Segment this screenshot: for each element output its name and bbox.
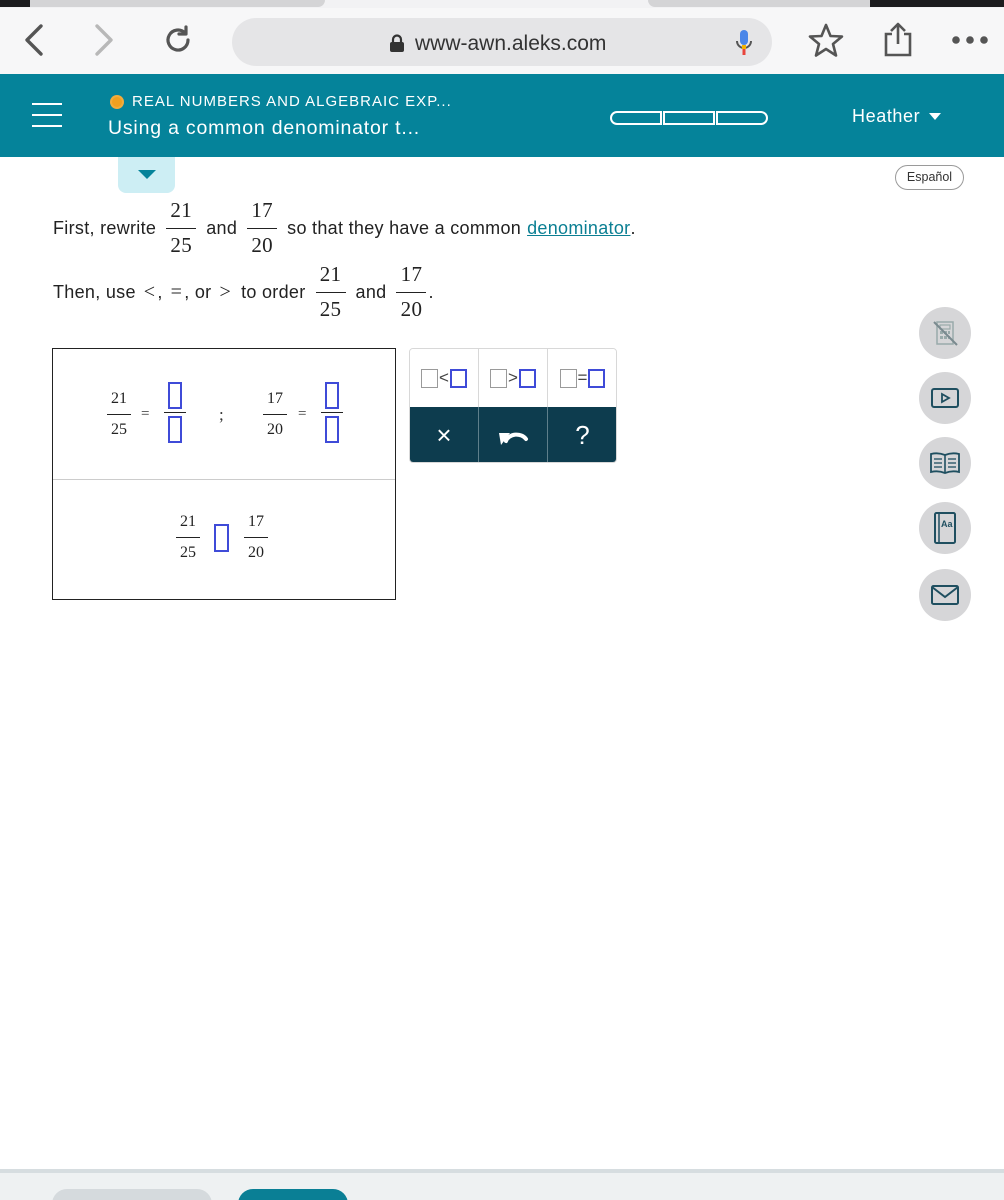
denominator-link[interactable]: denominator (527, 217, 631, 238)
browser-tab-edge (0, 0, 30, 7)
fraction-21-25 (316, 264, 346, 320)
topic-title: Using a common denominator t... (108, 117, 421, 139)
undo-button[interactable] (479, 407, 548, 463)
question-text: , (157, 281, 163, 302)
address-bar[interactable] (232, 18, 772, 66)
fraction-17-20 (396, 264, 426, 320)
greater-than-symbol: > (219, 280, 232, 303)
fraction-bar (107, 414, 131, 415)
denominator: 20 (400, 297, 423, 321)
fraction-bar (263, 414, 287, 415)
question-text: to order (241, 281, 306, 302)
dictionary-button[interactable] (919, 502, 971, 554)
fraction-21-25 (166, 200, 196, 256)
undo-icon (497, 425, 529, 447)
lock-icon (389, 34, 405, 53)
topic-progress-bar (610, 111, 769, 125)
separator: ; (219, 405, 224, 424)
question-text: . (630, 217, 636, 238)
numerator: 21 (319, 262, 342, 286)
caret-down-icon (138, 170, 156, 179)
ebook-button[interactable] (919, 437, 971, 489)
video-button[interactable] (919, 372, 971, 424)
denominator: 25 (319, 297, 342, 321)
math-keypad (409, 348, 617, 463)
check-button[interactable] (238, 1189, 348, 1200)
message-button[interactable] (919, 569, 971, 621)
progress-segment (663, 111, 715, 125)
topic-category: REAL NUMBERS AND ALGEBRAIC EXP... (132, 93, 452, 110)
equals-symbol: = (170, 280, 183, 303)
help-button[interactable] (548, 407, 617, 463)
aleks-header (0, 74, 1004, 157)
comparison-input[interactable] (214, 524, 229, 552)
question-text: and (206, 217, 238, 238)
back-button[interactable] (14, 20, 54, 60)
fraction-17-20 (247, 200, 277, 256)
denominator-input-a[interactable] (168, 416, 182, 443)
numerator-input-b[interactable] (325, 382, 339, 409)
fraction-bar (247, 228, 277, 229)
share-icon (882, 22, 914, 58)
more-button[interactable] (950, 20, 990, 60)
chevron-left-icon (23, 23, 45, 57)
fraction-bar (396, 292, 426, 293)
bookmark-button[interactable] (806, 20, 846, 60)
box-placeholder-icon (450, 369, 467, 388)
question-text: and (355, 281, 387, 302)
key-symbol: = (577, 368, 588, 387)
browser-tab-strip (0, 0, 1004, 8)
equal-key[interactable] (548, 349, 617, 407)
question-text: so that they have a common (287, 217, 522, 238)
fraction-bar (244, 537, 268, 538)
less-than-key[interactable] (410, 349, 479, 407)
progress-segment (610, 111, 662, 125)
numerator: 21 (180, 513, 196, 530)
key-symbol: < (439, 368, 449, 387)
numerator: 17 (248, 513, 264, 530)
equals-sign: = (298, 406, 307, 422)
calculator-icon (930, 318, 960, 348)
browser-tab[interactable] (0, 0, 325, 7)
microphone-icon[interactable] (734, 28, 754, 58)
reload-button[interactable] (158, 20, 198, 60)
mail-icon (930, 584, 960, 606)
box-placeholder-icon (421, 369, 438, 388)
denominator: 25 (170, 233, 192, 257)
svg-text:Aa: Aa (941, 519, 953, 529)
numerator: 21 (170, 198, 192, 222)
denominator: 20 (251, 233, 273, 257)
numerator: 21 (111, 390, 127, 407)
denominator: 20 (248, 544, 264, 561)
fraction-bar (176, 537, 200, 538)
user-menu[interactable] (852, 106, 941, 127)
box-placeholder-icon (490, 369, 507, 388)
reload-icon (161, 23, 195, 57)
question-text: . (428, 281, 434, 302)
denominator: 20 (267, 421, 283, 438)
close-icon: × (436, 420, 452, 450)
more-dots-icon (951, 35, 989, 45)
numerator: 17 (400, 262, 423, 286)
question-text: Then, use (53, 281, 136, 302)
chevron-right-icon (93, 23, 115, 57)
progress-segment (716, 111, 768, 125)
bottom-action-bar (0, 1169, 1004, 1200)
video-icon (930, 386, 960, 410)
calculator-button[interactable] (919, 307, 971, 359)
rewritten-fraction-a (164, 382, 186, 443)
menu-hamburger-icon[interactable] (32, 103, 62, 127)
question-text: , or (184, 281, 212, 302)
denominator-input-b[interactable] (325, 416, 339, 443)
rewritten-fraction-b (321, 382, 343, 443)
user-name: Heather (852, 106, 921, 126)
compare-fraction-left (176, 514, 200, 561)
box-placeholder-icon (519, 369, 536, 388)
answer-box (52, 348, 396, 600)
fraction-bar (166, 228, 196, 229)
secondary-action-button[interactable] (52, 1189, 212, 1200)
help-icon: ? (575, 420, 590, 450)
box-placeholder-icon (560, 369, 577, 388)
numerator: 17 (251, 198, 273, 222)
numerator-input-a[interactable] (168, 382, 182, 409)
box-placeholder-icon (588, 369, 605, 388)
browser-toolbar (0, 8, 1004, 74)
ebook-icon (929, 452, 961, 474)
greater-than-key[interactable] (479, 349, 548, 407)
answer-fraction-17-20 (263, 391, 287, 438)
topic-status-icon (110, 95, 124, 109)
less-than-symbol: < (143, 280, 156, 303)
fraction-bar (321, 412, 343, 413)
denominator: 25 (111, 421, 127, 438)
question-text: First, rewrite (53, 217, 157, 238)
browser-tab-edge (870, 0, 1004, 7)
equals-sign: = (141, 406, 150, 422)
answer-fraction-21-25 (107, 391, 131, 438)
fraction-bar (164, 412, 186, 413)
compare-fraction-right (244, 514, 268, 561)
answer-divider (53, 479, 395, 480)
question-line-2 (53, 264, 434, 320)
star-icon (808, 23, 844, 57)
collapse-toggle-button[interactable] (118, 157, 175, 193)
forward-button[interactable] (84, 20, 124, 60)
question-line-1 (53, 200, 636, 256)
denominator: 25 (180, 544, 196, 561)
share-button[interactable] (878, 20, 918, 60)
numerator: 17 (267, 390, 283, 407)
clear-button[interactable] (410, 407, 479, 463)
dictionary-icon (931, 511, 959, 545)
key-symbol: > (508, 368, 518, 387)
caret-down-icon (929, 113, 941, 120)
url-text: www-awn.aleks.com (415, 32, 607, 55)
fraction-bar (316, 292, 346, 293)
espanol-button[interactable]: Español (895, 165, 964, 190)
